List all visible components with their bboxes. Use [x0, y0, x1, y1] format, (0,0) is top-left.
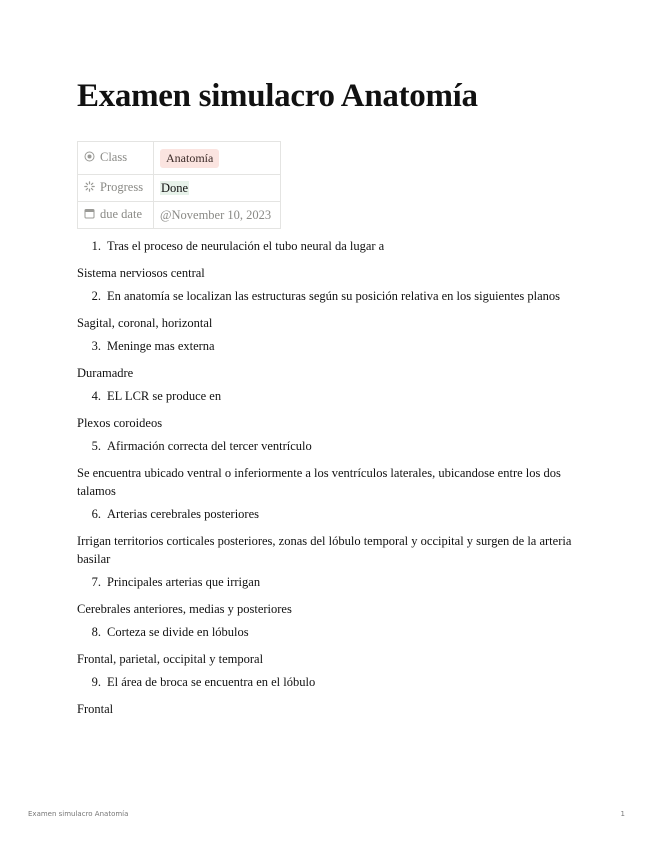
property-value-due-date[interactable] — [154, 202, 281, 229]
answer: Sagital, coronal, horizontal — [77, 316, 213, 330]
page-title: Examen simulacro Anatomía — [77, 78, 478, 114]
property-value-class[interactable] — [154, 142, 281, 175]
question-text: El área de broca se encuentra en el lóbulo — [107, 675, 316, 689]
list-item — [77, 573, 587, 618]
question-text: Tras el proceso de neurulación el tubo neural da lugar a — [107, 239, 385, 253]
question-number: 3. — [91, 339, 101, 353]
list-item — [77, 673, 587, 718]
question-number: 2. — [91, 289, 101, 303]
list-item — [77, 337, 587, 382]
due-date-label: due date — [100, 207, 142, 221]
list-item — [77, 505, 587, 568]
question-number: 5. — [91, 439, 101, 453]
property-row-due-date — [78, 202, 281, 229]
property-label-progress — [78, 175, 154, 202]
answer: Irrigan territorios corticales posteriores, zonas del lóbulo temporal y occipital y surgen de la arteria basilar — [77, 534, 572, 566]
list-item — [77, 437, 587, 500]
property-row-progress — [78, 175, 281, 202]
answer: Sistema nerviosos central — [77, 266, 205, 280]
question-text: Principales arterias que irrigan — [107, 575, 261, 589]
question — [77, 623, 587, 641]
circle-target-icon — [84, 151, 96, 166]
class-tag[interactable]: Anatomía — [160, 149, 219, 168]
progress-label: Progress — [100, 180, 144, 194]
question-number: 8. — [91, 625, 101, 639]
calendar-icon — [84, 208, 96, 223]
question-number: 7. — [91, 575, 101, 589]
question-text: Meninge mas externa — [107, 339, 215, 353]
question — [77, 387, 587, 405]
question-number: 1. — [91, 239, 101, 253]
property-row-class — [78, 142, 281, 175]
progress-status[interactable]: Done — [161, 180, 189, 195]
answer: Se encuentra ubicado ventral o inferiormente a los ventrículos laterales, ubicandose entre los dos talamos — [77, 466, 561, 498]
answer: Plexos coroideos — [77, 416, 163, 430]
question — [77, 237, 587, 255]
question-list — [77, 233, 587, 723]
answer: Duramadre — [77, 366, 134, 380]
question — [77, 437, 587, 455]
footer-title: Examen simulacro Anatomía — [28, 810, 129, 818]
footer-page-number: 1 — [620, 810, 625, 818]
list-item — [77, 623, 587, 668]
class-label: Class — [100, 150, 128, 164]
list-item — [77, 287, 587, 332]
list-item — [77, 387, 587, 432]
question-text: Corteza se divide en lóbulos — [107, 625, 249, 639]
question-text: Afirmación correcta del tercer ventrículo — [107, 439, 312, 453]
question-number: 6. — [91, 507, 101, 521]
answer: Frontal — [77, 702, 114, 716]
question — [77, 573, 587, 591]
property-label-due-date — [78, 202, 154, 229]
question-text: Arterias cerebrales posteriores — [107, 507, 260, 521]
question-number: 4. — [91, 389, 101, 403]
properties-table — [77, 141, 281, 229]
answer: Frontal, parietal, occipital y temporal — [77, 652, 264, 666]
question — [77, 673, 587, 691]
question-text: En anatomía se localizan las estructuras según su posición relativa en los siguientes planos — [107, 289, 561, 303]
question — [77, 337, 587, 355]
question-text: EL LCR se produce en — [107, 389, 222, 403]
property-label-class — [78, 142, 154, 175]
spinner-icon — [84, 181, 96, 196]
question-number: 9. — [91, 675, 101, 689]
due-date-value[interactable]: @November 10, 2023 — [160, 207, 272, 222]
property-value-progress[interactable] — [154, 175, 281, 202]
question — [77, 287, 587, 305]
question — [77, 505, 587, 523]
answer: Cerebrales anteriores, medias y posteriores — [77, 602, 292, 616]
list-item — [77, 237, 587, 282]
